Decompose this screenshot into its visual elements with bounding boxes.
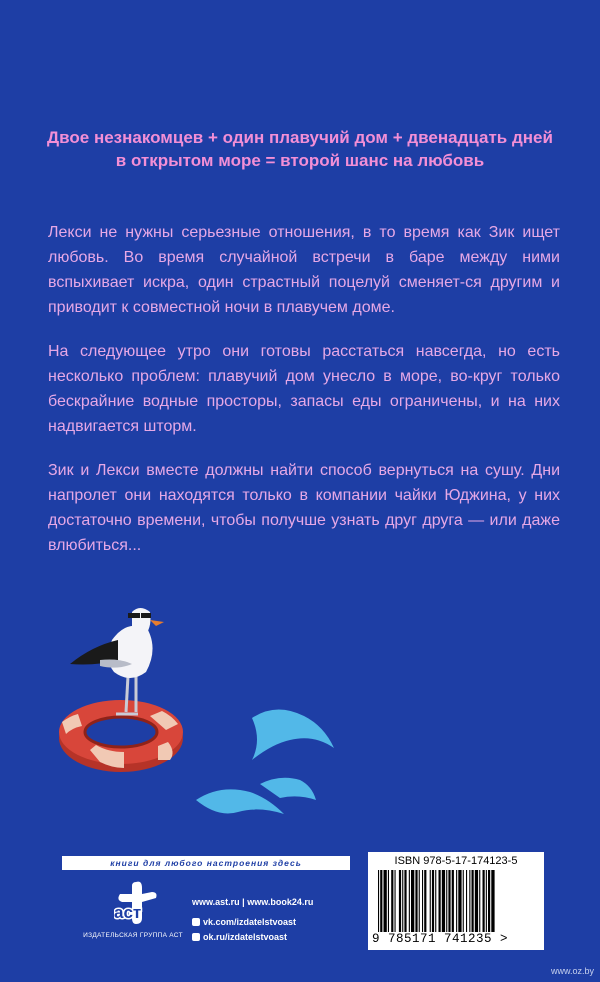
publisher-caption: ИЗДАТЕЛЬСКАЯ ГРУППА АСТ bbox=[83, 932, 183, 939]
barcode-block bbox=[368, 852, 544, 950]
waves-icon bbox=[196, 709, 334, 814]
seagull-icon bbox=[70, 608, 164, 714]
paragraph-1: Лекси не нужны серьезные отношения, в то время как Зик ищет любовь. Во время случайной встречи в баре между ними вспыхивает искра, один страстный поцелуй сменяет-ся другим и приводит к совместной ночи в плавучем доме. bbox=[48, 224, 560, 316]
ast-logo-icon bbox=[114, 880, 164, 926]
vk-icon bbox=[192, 918, 200, 926]
paragraph-3: Зик и Лекси вместе должны найти способ вернуться на сушу. Дни напролет они находятся только в компании чайки Юджина, у них достаточно времени, чтобы получше узнать друг друга — или даже влюбиться... bbox=[48, 462, 560, 554]
isbn-number: ISBN 978-5-17-174123-5 bbox=[394, 855, 518, 867]
tagline: Двое незнакомцев + один плавучий дом + двенадцать дней в открытом море = второй шанс на любовь bbox=[47, 128, 553, 170]
ok-icon bbox=[192, 933, 200, 941]
svg-text:аст: аст bbox=[114, 903, 142, 922]
ean-digits: 9 785171 741235 > bbox=[372, 932, 509, 946]
vk-link[interactable]: vk.com/izdatelstvoast bbox=[192, 917, 296, 927]
publisher-slogan: книги для любого настроения здесь bbox=[62, 856, 350, 870]
publisher-sites[interactable]: www.ast.ru | www.book24.ru bbox=[192, 897, 314, 907]
paragraph-2: На следующее утро они готовы расстаться навсегда, но есть несколько проблем: плавучий дом унесло в море, во-круг только бескрайние водные просторы, запасы еды ограничены, и на них надвигается шторм. bbox=[48, 343, 560, 435]
watermark: www.oz.by bbox=[550, 966, 594, 976]
lifebuoy-icon bbox=[59, 700, 183, 772]
ok-link[interactable]: ok.ru/izdatelstvoast bbox=[192, 932, 287, 942]
barcode-icon bbox=[378, 870, 534, 932]
